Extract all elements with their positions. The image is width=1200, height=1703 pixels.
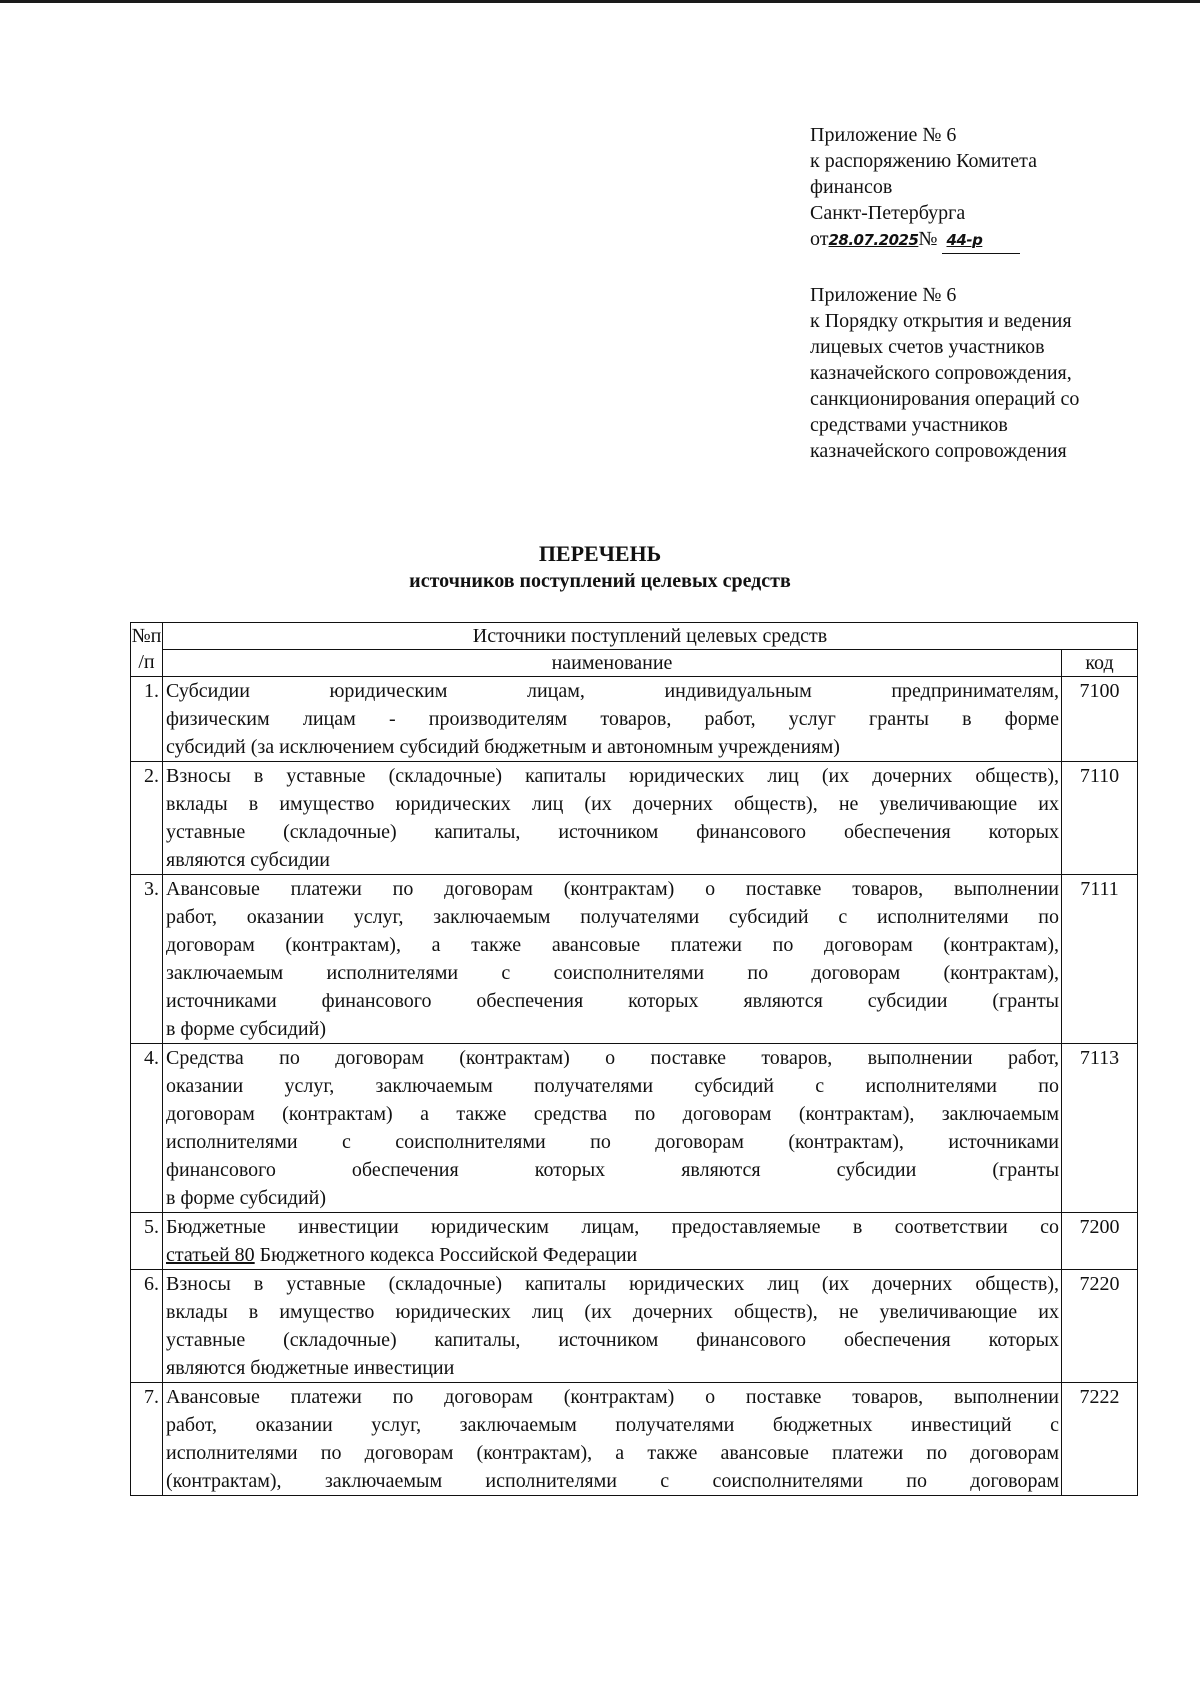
number-label: № bbox=[918, 228, 938, 250]
row-number: 1. bbox=[131, 677, 163, 762]
from-label: от bbox=[810, 228, 829, 250]
document-subtitle: источников поступлений целевых средств bbox=[409, 570, 791, 592]
row-code: 7110 bbox=[1062, 762, 1138, 875]
table-row bbox=[131, 677, 1138, 762]
row-code: 7220 bbox=[1062, 1270, 1138, 1383]
appendix-procedure-line: лицевых счетов участников bbox=[810, 336, 1045, 358]
row-text-line: являются субсидии bbox=[166, 849, 330, 871]
row-text-line: уставные (складочные) капиталы, источником финансового обеспечения которых bbox=[166, 1329, 1059, 1351]
row-text-line: Бюджетные инвестиции юридическим лицам, предоставляемые в соответствии со bbox=[166, 1216, 1059, 1238]
appendix-order-block bbox=[810, 122, 1190, 254]
table-row bbox=[131, 1044, 1138, 1213]
row-number: 6. bbox=[131, 1270, 163, 1383]
group-column-header: Источники поступлений целевых средств bbox=[163, 623, 1138, 650]
appendix-order-line: к распоряжению Комитета bbox=[810, 150, 1037, 172]
row-name bbox=[163, 1270, 1062, 1383]
appendix-procedure-line: к Порядку открытия и ведения bbox=[810, 310, 1072, 332]
number-column-header bbox=[131, 623, 163, 677]
row-text-fragment: Бюджетного кодекса Российской Федерации bbox=[254, 1244, 638, 1266]
document-title: ПЕРЕЧЕНЬ bbox=[538, 541, 662, 566]
row-text-line: Авансовые платежи по договорам (контрактам) о поставке товаров, выполнении bbox=[166, 1386, 1059, 1408]
row-name bbox=[163, 1383, 1062, 1496]
sources-table bbox=[130, 622, 1138, 1496]
row-text-line: договорам (контрактам), а также авансовые платежи по договорам (контрактам), bbox=[166, 934, 1059, 956]
appendix-procedure-block bbox=[810, 282, 1190, 464]
row-text-line: оказании услуг, заключаемым получателями субсидий с исполнителями по bbox=[166, 1075, 1059, 1097]
row-number: 7. bbox=[131, 1383, 163, 1496]
appendix-procedure-line: казначейского сопровождения bbox=[810, 440, 1067, 462]
name-column-header: наименование bbox=[163, 650, 1062, 677]
table-row bbox=[131, 1213, 1138, 1270]
row-text-line: Взносы в уставные (складочные) капиталы юридических лиц (их дочерних обществ), bbox=[166, 765, 1059, 787]
row-text-line: работ, оказании услуг, заключаемым получателями субсидий с исполнителями по bbox=[166, 906, 1059, 928]
appendix-procedure-line: средствами участников bbox=[810, 414, 1008, 436]
row-text-line: вклады в имущество юридических лиц (их дочерних обществ), не увеличивающие их bbox=[166, 793, 1059, 815]
appendix-order-line: Санкт-Петербурга bbox=[810, 202, 966, 224]
row-number: 2. bbox=[131, 762, 163, 875]
row-code: 7111 bbox=[1062, 875, 1138, 1044]
row-text-line: субсидий (за исключением субсидий бюджетным и автономным учреждениям) bbox=[166, 736, 840, 758]
number-header-part2: /п bbox=[138, 651, 155, 673]
table-row bbox=[131, 762, 1138, 875]
row-number: 5. bbox=[131, 1213, 163, 1270]
row-name bbox=[163, 875, 1062, 1044]
table-row bbox=[131, 1383, 1138, 1496]
row-name bbox=[163, 762, 1062, 875]
row-number: 4. bbox=[131, 1044, 163, 1213]
budget-code-article-link[interactable]: статьей 80 bbox=[166, 1244, 255, 1266]
appendix-procedure-line: санкционирования операций со bbox=[810, 388, 1080, 410]
row-text-line: заключаемым исполнителями с соисполнителями по договорам (контрактам), bbox=[166, 962, 1059, 984]
row-code: 7222 bbox=[1062, 1383, 1138, 1496]
row-number: 3. bbox=[131, 875, 163, 1044]
row-text-line: работ, оказании услуг, заключаемым получателями бюджетных инвестиций с bbox=[166, 1414, 1059, 1436]
row-text-line: финансового обеспечения которых являются субсидии (гранты bbox=[166, 1159, 1059, 1181]
order-number-handwritten: 44-р bbox=[946, 231, 983, 249]
row-code: 7113 bbox=[1062, 1044, 1138, 1213]
order-date-handwritten: 28.07.2025 bbox=[828, 231, 919, 249]
row-text-line: физическим лицам - производителям товаров, работ, услуг гранты в форме bbox=[166, 708, 1059, 730]
row-text-line: Авансовые платежи по договорам (контрактам) о поставке товаров, выполнении bbox=[166, 878, 1059, 900]
row-code: 7200 bbox=[1062, 1213, 1138, 1270]
row-text-line: Субсидии юридическим лицам, индивидуальным предпринимателям, bbox=[166, 680, 1059, 702]
row-text-line: в форме субсидий) bbox=[166, 1187, 326, 1209]
row-text-line: Взносы в уставные (складочные) капиталы юридических лиц (их дочерних обществ), bbox=[166, 1273, 1059, 1295]
order-date-number-line bbox=[810, 226, 1190, 254]
row-text-line: исполнителями по договорам (контрактам), а также авансовые платежи по договорам bbox=[166, 1442, 1059, 1464]
number-header-part1: №п bbox=[131, 625, 162, 647]
row-text-line: (контрактам), заключаемым исполнителями с соисполнителями по договорам bbox=[166, 1470, 1059, 1492]
appendix-procedure-line: казначейского сопровождения, bbox=[810, 362, 1072, 384]
code-column-header: код bbox=[1062, 650, 1138, 677]
row-text-line: в форме субсидий) bbox=[166, 1018, 326, 1040]
row-name bbox=[163, 1213, 1062, 1270]
scan-top-edge bbox=[0, 0, 1200, 3]
row-text-line: вклады в имущество юридических лиц (их дочерних обществ), не увеличивающие их bbox=[166, 1301, 1059, 1323]
appendix-order-line: Приложение № 6 bbox=[810, 124, 957, 146]
row-name bbox=[163, 677, 1062, 762]
row-text-line bbox=[166, 1241, 1059, 1269]
table-row bbox=[131, 875, 1138, 1044]
appendix-procedure-line: Приложение № 6 bbox=[810, 284, 957, 306]
row-name bbox=[163, 1044, 1062, 1213]
row-text-line: исполнителями с соисполнителями по договорам (контрактам), источниками bbox=[166, 1131, 1059, 1153]
row-text-line: Средства по договорам (контрактам) о поставке товаров, выполнении работ, bbox=[166, 1047, 1059, 1069]
row-code: 7100 bbox=[1062, 677, 1138, 762]
row-text-line: уставные (складочные) капиталы, источником финансового обеспечения которых bbox=[166, 821, 1059, 843]
table-row bbox=[131, 1270, 1138, 1383]
row-text-line: являются бюджетные инвестиции bbox=[166, 1357, 455, 1379]
row-text-line: договорам (контрактам) а также средства по договорам (контрактам), заключаемым bbox=[166, 1103, 1059, 1125]
appendix-order-line: финансов bbox=[810, 176, 893, 198]
row-text-line: источниками финансового обеспечения которых являются субсидии (гранты bbox=[166, 990, 1059, 1012]
